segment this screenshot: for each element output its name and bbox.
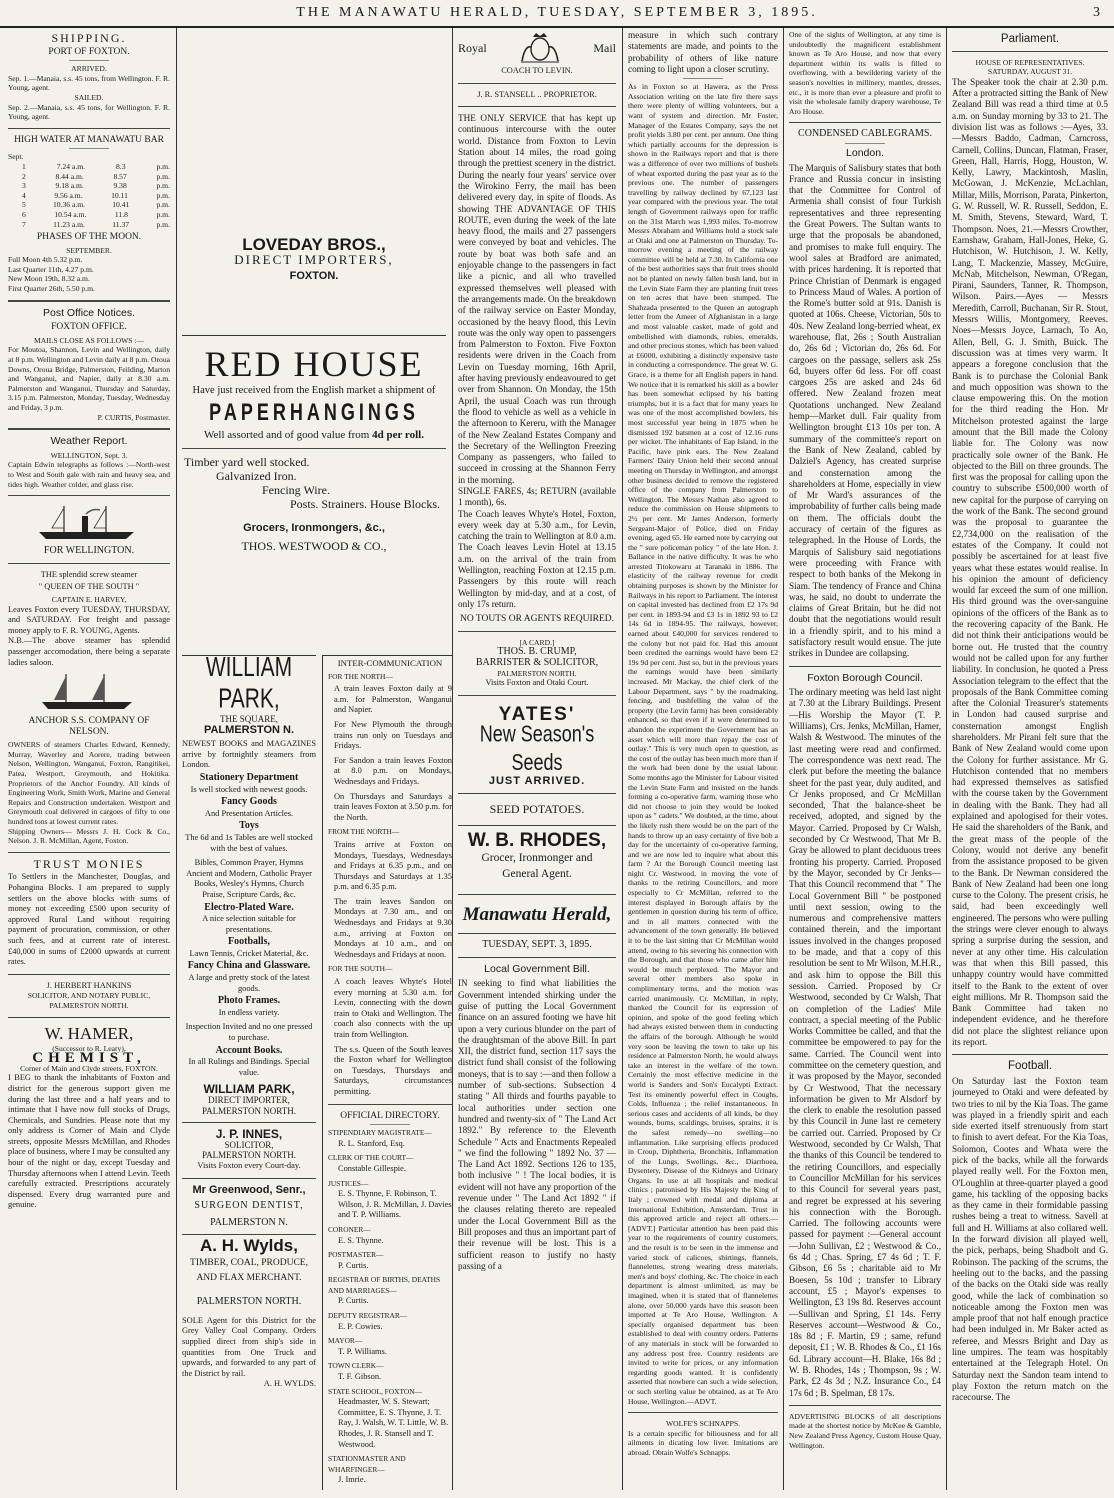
directory-entry [328,1454,452,1486]
anchor-company-text: OWNERS of steamers Charles Edward, Kennedy, Murray, Waverley and Aorere, trading between Nelson, Wellington, Wanganui, Foxton, Rangitikei, Patea, Westport, Greymouth, and Hokitika. Proprietors of the Anchor Foundry. All kinds of Engineering Work, Smith Work, Marine and General Repairs and Construction undertaken. Westport and Greymouth coal delivered in cargoes of fifty to one hundred tons at lowest current rates. [8,740,170,827]
parliament-text: The Speaker took the chair at 2.30 p.m. After a protracted sitting the Bank of New Zealand Bill was read a third time at 0.5 a.m. on Sunday morning by 33 to 21. The division list was as follows :—Ayes, 33.—Messrs Baddo, Cadman, Carncross, Carnell, Collins, Duncan, Flatman, Fraser, Green, Hall, Harris, Hogg, Houston, W. Kelly, Lawry, Mackintosh, Maslin, McGowan, J. McKenzie, McLachlan, Millar, Mills, Morrison, Parata, Pinkerton, G. W. Russell, W. R. Russell, Seddon, E. M. Smith, Stevens, Steward, Ward, T. Thompson. Noes, 21.—Messrs Crowther, Earnshaw, Graham, Hall-Jones, Heke, G. Hutchison, W. Hutchison, J. W. Kelly, Lang, T. Mackenzie, Massey, McGuire, McNab, Mitchelson, Newman, O'Regan, Pirani, Saunders, Tanner, R. Thompson, Wilson. Pairs.—Ayes — Messrs Meredith, Carroll, Buchanan, Sir R. Stout, Messrs Willis, Montgomery, Reeves. Noes—Messrs Joyce, Larnach, To Ao, Allen, Bell, G. J. Smith, Buick. The discussion was at times very warm. It appears a foregone conclusion that the Bank is to purchase the Colonial Bank and much opposition was shown to the clause empowering this. On the motion for the third reading the Hon. Mr Mitchelson protested against the large amount that the Bill made the Colony liable for. The Colony was now practically sole owner of the Bank. He objected to the Bill on three grounds. The first was the proposal for calling upon the country to subscribe £500,000 worth of new capital for the purpose of carrying on the work of the Bank. The second ground was the proposal to guarantee the £2,734,000 on the realisation of the estates of the Company. It could not possibly be ascertained for at least five years what these estates would realise. In his opinion the amount of deficiency would far exceed the sum of one million. His third ground was the over-sanguine opinions of the officers of the Bank as to the recovering capacity of the Bank. He did not think their anticipations would be borne out. He trusted that the country would not be called upon for any further liability. In conclusion, he quoted a Press Association telegram to the effect that the proposals of the Bank Committee coming after the Colonial Treasurer's statements in London had caused surprise and consternation amongst English shareholders. Mr Pirani felt sure that the Bank of New Zealand would come upon the Colony for further assistance. Mr G. Hutchison contended that no members had expressed themselves as satisfied with the course taken by the Government in dealing with the Bank. They had all explained and apologised for their votes. He said the shareholders of the Bank, and the great mass of the people of the Colony, would not derive any benefit from the assistance proposed to be given to the Bank. Dr Newman considered the Bank of New Zealand had been one long curse to the Colony. The present crisis, he said, had been exceedingly well engineered. The persons who were pulling the strings were clever enough to always spring a surprise during the session, and never at any other time. His calculation was that when this Bill passed, this unhappy country would have committed itself to the Bank to the extent of over eight millions. Mr R. Thompson said the Bank Committee had taken no independent evidence, and he therefore did not place the slightest reliance upon its report. [952,76,1108,1048]
north-label: FOR THE NORTH— [328,671,393,681]
tide-row [8,191,170,201]
parliament-date: SATURDAY, AUGUST 31. [987,67,1073,77]
official-directory-heading: OFFICIAL DIRECTORY. [340,1110,440,1121]
column-4 [628,30,778,1490]
divider [845,143,885,144]
divider [8,1017,170,1018]
tide-cell: 11.37 [112,219,130,229]
paperhangings-price: 4d per roll. [372,428,424,441]
inspection-text: Inspection Invited and no one pressed to purchase. [185,1022,313,1043]
park-square: THE SQUARE, [220,714,278,724]
column-rule [946,28,947,1490]
coach-subtitle: COACH TO LEVIN. [501,66,573,75]
masthead [0,0,1114,28]
tide-row [8,162,170,172]
divider [182,1234,316,1235]
photo-text: In endless variety. [218,1007,280,1017]
column-1 [8,30,170,1490]
tide-cell: p.m. [156,161,170,171]
for-wellington-heading: FOR WELLINGTON. [43,545,135,557]
tide-cell: 9.38 [113,181,127,191]
column-6 [952,30,1108,1490]
directory-entry [328,1225,452,1246]
tide-cell: 9.56 a.m. [54,190,83,200]
football-heading: Football. [1007,1060,1053,1073]
loveday-sub: DIRECT IMPORTERS, [234,251,394,267]
steamer-icon [34,502,144,542]
tide-cell: 6 [22,209,26,219]
council-heading: Foxton Borough Council. [807,671,923,684]
rhodes-name: W. B. RHODES, [467,829,607,851]
westwood-name: THOS. WESTWOOD & CO., [241,539,387,554]
directory-value: T. P. Williams. [338,1346,387,1356]
proprietor-line: J. R. STANSELL .. PROPRIETOR. [477,89,597,99]
directory-value: J. Imrie. [338,1475,366,1485]
potatoes-line: SEED POTATOES. [489,802,585,816]
moon-heading: PHASES OF THE MOON. [36,232,142,243]
house-label: HOUSE OF REPRESENTATIVES. [975,57,1085,67]
arrived-text: Sep. 1.—Manaia, s.s. 45 tons, from Wellington. F. R. Young, agent. [8,73,170,93]
divider [458,106,616,107]
park-town: PALMERSTON N. [203,723,295,736]
column-rule [176,28,177,1490]
wylds-town: PALMERSTON NORTH. [196,1296,302,1308]
council-text: The ordinary meeting was held last night at 7.30 at the Library Buildings. Present—His Worship the Mayor (T. P. Williams), Crs. Jenks, McMillan, Hamer, Walsh & Westwood. The minutes of the last meeting were read and confirmed. The correspondence was next read. The clerk put before the meeting the balance sheet for the past year, duly audited, and Cr Jenks proposed, and Cr McMillan seconded, That the balance-sheet be received, adopted, and signed by the Mayor. Carried. Proposed by Cr Walsh, seconded by Cr Westwood, That Mr B. Gray be allowed to plant deciduous trees fronting his property. Carried. Proposed by the Mayor, seconded by Cr Jenks—That this Council recommend that " The Local Government Bill " be postponed until next session, owing to the numerous and comprehensive matters contained therein, and the important issues involved in the changes proposed to be made, and that a copy of this resolution be sent to Mr Wilson, M.H.R., and ask him to oppose the Bill this session. Carried. Proposed by Cr Westwood, seconded by Cr Walsh, That on completion of the Ladies' Mile contract, a special meeting of the Public Works Committee be called, and that the committee be empowered to pay for the same. Carried. The Council went into committee on the cemetery question, and it was proposed by the Mayor, seconded by Cr Westwood, That the necessary information be given to Mr Alsdorf by the clerk to enable the resolution passed by this Council in June last re cemetery be carried out. Carried. Proposed by Cr Westwood, seconded by Cr Walsh, That the thanks of this Council be tendered to the retiring Councillors, and especially to Councillor McMillan for his services to this Council for several years past, and regret be expressed at his severing his connection with the Borough. Carried. The following accounts were passed for payment :—General account—John Sullivan, £2 ; Westwood & Co., 6s 4d ; Chas. Spring, £7 4s 6d ; T. F. Gibson, £6 5s ; charitable aid to Mr Boesen, 5s 10d ; transfer to Library account, £5 ; Mayor's expenses to Wellington, £3 19s 8d. Reserves account—Sullivan and Spring, £1 14s. Ferry Reserves account—Westwood & Co., 18s 8d ; F. Martin, £9 ; same, refund deposit, £1 ; W. B. Rhodes & Co., £1 16s 6d. Library account—H. Blake, 16s 8d ; W. B. Rhodes, 14s ; Thompson, 9s ; W. Park, £2 4s 3d ; N.Z. Insurance Co., £4 17s 6d ; B. Spelman, £8 17s. [789,687,941,1398]
sailed-label: SAILED. [74,92,104,102]
trust-monies-heading: TRUST MONIES [33,856,145,871]
tide-cell: 11.8 [114,209,128,219]
tide-cell: 7 [22,219,26,229]
local-government-text: IN seeking to find what liabilities the Government intended shirking under the guise of putting the Local Government finance on an assured footing we have hit upon a very curious blunder on the part of the draughtsman of the above Bill. In part XII, the district fund, section 117 says the district fund shall consist of the following moneys, that is to say :—and then follow a number of sub-sections. Subsection 4 stating " All thirds and fourths payable to local authorities under section one hundred and twenty-six of " The Land Act 1892." By reference to the Eleventh Schedule " Acts and Enactments Repealed " we find the following " 1892 No. 37 —The Land Act 1892. Sections 126 to 135, both inclusive " ! The local bodies, it is evident will not have any proportion of the revenue under " The Land Act 1892 " if the clauses relating thereto are repealed under the Local Government Bill as the Bill proposes and thus an important part of their revenue will be lost. This is a sufficient reason to justify no hasty passing of a [458,978,616,1271]
tide-cell: 10.11 [111,190,128,200]
directory-label: DEPUTY REGISTRAR— [328,1311,408,1321]
tide-cell: p.m. [156,181,170,191]
post-office-text: For Moutoa, Shannon, Levin and Wellington, daily at 8 p.m. Wellington and Levin daily at 8 p.m. Oroua Downs, Oroua Bridge, Palmerston, Feilding, Marton and Wanganui, and Napier, daily at 8.30 a.m. Palmerston and Wanganui, Thursday and Saturday, 3.15 p.m. Palmerston, Monday, Tuesday, Wednesday and Friday, 3 p.m. [8,345,170,412]
divider [952,51,1108,52]
moon-phase: New Moon 19th, 8.32 a.m. [8,274,90,284]
moon-list [8,255,170,293]
account-text: In all Rulings and Bindings. Special value. [188,1057,310,1077]
hamer-address: Corner of Main and Clyde streets, FOXTON. [20,1063,158,1073]
tide-cell: 2 [22,171,26,181]
footballs-title: Footballs, [228,936,270,948]
fancy-title: Fancy Goods [221,796,277,808]
directory-entry [328,1361,452,1382]
transport-item: A coach leaves Whyte's Hotel every morning at 5.30 a.m. for Levin, connecting with the down train to Otaki and Wellington. The coach also connects with the up train from Wellington. [334,977,452,1039]
inter-communication [322,655,452,1490]
card-label: [A CARD.] [519,637,555,647]
galvanized-line: Galvanized Iron. [216,468,297,483]
steamer-intro: THE splendid screw steamer [40,569,138,579]
port-label: PORT OF FOXTON. [48,46,130,57]
footballs-text: Lawn Tennis, Cricket Material, &c. [189,948,309,958]
tide-row [8,220,170,230]
wylds-sub: TIMBER, COAL, PRODUCE, [190,1257,308,1268]
wylds-sub2: AND FLAX MERCHANT. [196,1272,302,1283]
divider [789,666,941,667]
moon-month: SEPTEMBER. [66,245,112,255]
moon-phase: Last Quarter 11th, 4.27 p.m. [8,264,94,274]
tide-cell: p.m. [156,219,170,229]
wylds-name: A. H. Wylds, [200,1236,298,1256]
captain-name: CAPTAIN E. HARVEY, [51,594,127,604]
divider [458,793,616,794]
advertising-blocks: ADVERTISING BLOCKS of all descriptions made at the shortest notice by McKee & Gamble, New Zealand Press Agency, Custom House Quay, Wellington. [789,1411,941,1450]
from-north-list [328,840,452,961]
seeds-title: New Season's Seeds [479,721,595,776]
red-house-ad [182,335,446,651]
football-text: On Saturday last the Foxton team journeyed to Otaki and were defeated by two tries to nil by the Kia Toas. The game was played in a friendly spirit and each side exerted itself strenuously from start to finish to avert defeat. For the Kia Toas, Solomon, Cootes and Whata were the pick of the backs, while all the forwards played really well. For the Foxton men, O'Loughlin at three-quarter played a good game, his tackling of the opposing backs as they came in their formidable passing rushes being a treat to witness. Savell at full and H. Williams at also collared well. In the forward division all played well, the pick, perhaps, being Shadbolt and G. Robinson. The packing of the scrums, the heeling out to the backs, and the passing of the backs on the Otaki side was really good, while the lack of combination so noticeable among the Foxton men was ample proof that not half enough practice had been indulged in. Mr Baker acted as referee, and Messrs Bright and Day as line umpires. The team was hospitably entertained at the Telegraph Hotel. On Saturday next the Sandon team intend to play Foxton the return match on the racecourse. The [952,1075,1108,1403]
directory-entry [328,1275,452,1307]
greenwood-town: PALMERSTON N. [210,1216,288,1228]
directory-value: R. L. Stanford, Esq. [338,1138,405,1148]
tide-cell: 3 [22,181,26,191]
crump-sub: BARRISTER & SOLICITOR, [475,657,599,669]
divider [458,631,616,632]
wylds-text: SOLE Agent for this District for the Grey Valley Coal Company. Orders supplied direct from ship's side in quantities from One Truck and upwards, and forwarded to any part of the District by rail. [182,1315,316,1378]
park2-name: WILLIAM PARK, [203,1082,295,1097]
divider [458,957,616,958]
divider [683,78,723,79]
mails-close: MAILS CLOSE AS FOLLOWS :— [33,335,145,345]
directory-label: REGISTRAR OF BIRTHS, DEATHS AND MARRIAGES— [328,1275,441,1295]
column-rule [452,28,453,1490]
directory-entry [328,1128,452,1149]
loveday-name: LOVEDAY BROS., [242,235,386,254]
rhodes-sub: Grocer, Ironmonger and General Agent. [481,852,593,881]
divider [789,122,941,123]
park-news: NEWEST BOOKS and MAGAZINES arrive by fortnightly steamers from London. [182,739,316,770]
divider [69,148,109,149]
divider [182,448,446,449]
toys-text: The 6d and 1s Tables are well stocked with the best of values. [185,832,313,853]
from-north-label: FROM THE NORTH— [328,827,400,837]
paperhangings-line [182,428,446,442]
directory-value: E. P. Cowies. [338,1321,383,1331]
park2-town: PALMERSTON NORTH. [202,1105,296,1116]
steamer-text: Leaves Foxton every TUESDAY, THURSDAY, and SATURDAY. For freight and passage money apply to F. R. YOUNG, Agents. [8,604,170,635]
tide-cell: 4 [22,190,26,200]
wylds-sign: A. H. WYLDS. [263,1379,316,1389]
local-notes-text: As in Foxton so at Hawera, as the Press Association writing on the late fire there says there were plenty of willing volunteers, but a want of system and direction. Mr Foster, Manager of the Estates Company, says the net profit yields 3.80 per cent. per annum. One thing which partially accounts for the depression is shown in the Railways report and that is there was a difference of over two millions of bushels of wheat exported during the past year as to the previous one. The number of passengers travelling by railway declined by 67,123 last year compared with the previous year. The total length of Government railways open for traffic on the 31st March was 1,993 miles. To-morrow Messrs Abraham and Williams hold a stock sale at Otaki and one at Palmerston on Thursday. To-morrow evening a meeting of the railway committee will be held at 7.30. In California one of the best authorities says that fruit trees should not be planted on newly fallen bush land, but in the Levin State Farm they are planting fruit trees on ten acres that have been stumped. The Shahzada presented to the Queen an autograph letter from the Ameer of Afghanistan in a large and most valuable casket, made of gold and embellished with diamonds, rubies, emeralds, and other precious stones, which has been valued at £6000, exhibiting a distinctly expensive taste in conducting a correspondence. The great W. G. Grace, is a theme for all English papers in hand. We notice that it is remarked his skill as a bowler has been somewhat eclipsed by his batting triumphs, but it is a fact that for many years he was one of the most accomplished bowlers, his most successful year being in 1875 when he dismissed 192 batsmen at a cost of 12.16 runs per wicket. The inhabitants of Eap Island, in the Pacific, have pink ears. The New Zealand Farmers' Dairy Union held their second annual meeting on Thursday in Wellington, and amongst other business decided to remove the registered office of the company from Palmerston to Wellington. The Messrs Nathan also agreed to reduce the commission on House shipments to 2½ per cent. Mr James Anderson, formerly Sergeant-Major of Police, died on Friday evening, aged 65. He earned note by carrying out the " sure policeman policy " of the late Hon. J. Ballance in the native difficulty. It was he who arrested Titokowaru at Taranaki in 1886. The elasticity of the railway revenue for credit obtaining purposes is shown by the Minister for Railways in his report to Parliament. The interest on capital invested has declined from £2 17s 9d per cent. in 1893-94 and £3 1s in 1892 93 to £2 14s 6d in 1894-95. The railways, however, earned about £40,000 for services rendered to the colony but not paid for. Had this amount been credited the earnings would have been £2 19s 9d per cent. Just so, but in the previous years the earnings would have been similarly increased. Mr Mackay, the chief clerk of the Labour Department, says " by the roadmaking, fencing, and bushfelling the value of the property (the Levin farm) has been considerably enhanced, so that even if it were determined to abandon the experiment the Government has an asset which will more than repay the cost of outlay." This is very much open to question, as the cost of the outlay has been much more than if the work had been done by the usual labour. Some months ago the Minister for Labour visited the Levin State Farm and insisted on the hands forming a co-operative farm, warning those who did not choose to join they would be looked upon as " cadets." We doubted, at the time, about the likely rush there would be on the part of the hands to throw up an easy certainty of five bob a day for the uncertainty of co-operative farming, and we are now led to inquire what about this farm ? At the Borough Council meeting last night Cr. Westwood, in moving the vote of thanks to the retiring Councillors, and more especially to Cr McMillan, referred to the interest displayed in Borough affairs by the gentlemen in question during his term of office, and in all matters connected with the advancement of the town generally. He believed it to be the last sitting that Cr McMillan would attend, owing to his severing his connection with the Borough, and that those who came after him would be much perplexed. The Mayor and several other members also spoke in complimentary terms, and the motion was carried unanimously. Cr. McMillan, in reply, thanked the Council for its expression of opinion, and spoke of the good feeling which had always existed between them in conducting the affairs of the borough. Although he would very soon be leaving the town to take up his residence at Palmerston North, he would always take an interest in the welfare of the town. Certainly the most effective medicine in the world is Sanders and Son's Eucalypti Extract. Test its eminently powerful effect in Coughs, Colds, Influenza ; the relief instantaneous. In serious cases and accidents of all kinds, be they wounds, burns, scaldings, bruises, sprains, it is the safest remedy—no swelling—no inflammation. Like surprising effects produced in Croup, Diphtheria, Bronchitis, Inflammation of the Lungs, Swellings, &c., Diarrhoea, Dysentery, Disease of the Kidneys and Urinary Organs. In use at all hospitals and medical clinics ; patronised by His Majesty the King of Italy ; crowned with medal and diploma at International Exhibition, Amsterdam. Trust in this approved article and reject all others.—[ADVT.] Particular attention has been paid this year to the requirements of country customers, and the result is to be seen in the immense and varied stock of calicoes, shirtings, flannels, flannelettes, strong wearing dress materials, men's and boys' clothing, &c. The choice in each department is almost unlimited, as may be imagined, when it is stated that of flannelettes alone, over 50,000 yards have this season been imported at Te Aro House, Wellington. A specially organised department has been established to deal with country orders. Patterns of any materials in stock will be forwarded to any address post free. Country residents are invited to write for prices, or any information regarding goods wanted. It is confidently asserted that nowhere can such a wide selection, or such sterling value be obtained, as at Te Aro House, Wellington.—ADVT. [628,82,778,1406]
transport-item: For Sandon a train leaves Foxton at 8.0 p.m. on Mondays, Wednesdays and Fridays. [334,755,452,786]
divider [458,83,616,84]
innes-town: PALMERSTON NORTH. [202,1150,296,1161]
crump-name: THOS. B. CRUMP, [497,646,577,658]
transport-item: The s.s. Queen of the South leaves the Foxton wharf for Wellington on Tuesdays, Thursdays and Saturdays, circumstances permitting. [334,1044,452,1096]
tide-cell: 8.44 a.m. [55,171,84,181]
royal-label: Royal [458,40,487,55]
anchor-company-owners: Shipping Owners— Messrs J. H. Cock & Co., Nelson. J. R. McMillan, Agent, Foxton. [8,826,170,846]
bibles-text: Bibles, Common Prayer, Hymns Ancient and Modern, Catholic Prayer Books, Wesley's Hymns, Church Praise, Scripture Cards, &c. [186,858,312,899]
directory-value: P. Curtis. [338,1260,369,1270]
divider [370,1124,410,1125]
royal-crest-icon [517,31,563,65]
cablegrams-text: The Marquis of Salisbury states that both France and Russia concur in insisting that the Committee for Control of Armenia shall consist of four Turkish representatives and three representing the Great Powers. The Sultan wants to urge that the proposals be abandoned, and promises to make full enquiry. The wool sales at Bradford are animated, with prices hardening. It is reported that Prince Christian of Denmark is engaged to Princess Maud of Wales. A portion of the Rome's butter sold at 91s. Danish is quoted at 106s. Cheese, Victorian, 50s to 40s. New Zealand long-berried wheat, ex warehouse, flat, 26s ; South Australian do, 26s 6d ; Victorian do, 26s 6d. For cargoes on the passage, sellers ask 25s 6d, buyers offer 6d less. For off coast cargoes 25s are asked and 24s 6d offered. New Zealand frozen meat Quotations unchanged. New Zealand hemp—Market dull. Fair quality from Wellington brought £13 10s per ton. A summary of the committee's report on the Bank of New Zealand, cabled by Dalziel's Agency, has created surprise and consternation among the shareholders at Home, especially in view of Mr Ward's assurances of the improbability of further calls being made on them. The officials doubt the accuracy of certain of the figures as telegraphed. In the House of Lords, the Marquis of Salisbury said negotiations were proceeding with France with respect to both banks of the Mekong in Siam. The tendency of France and China was, he said, no doubt to underrate the claims of Great Britain, but he did not doubt that the negotiations would result in a friendly spirit, and to his mind a satisfactory result would ensue. The jute strikes in Dundee are collapsing. [789,162,941,659]
hamer-name: W. HAMER, [44,1023,134,1043]
park-name: WILLIAM PARK, [205,655,293,714]
transport-item: The train leaves Sandon on Mondays at 7.30 am., and on Wednesdays and Fridays at 9.30 a.m., arriving at Foxton on Mondays at 10 a.m., and on Wednesdays and Fridays at noon. [334,896,452,959]
timber-line: Timber yard well stocked. [184,454,310,469]
divider [182,1122,316,1123]
greenwood-sub: SURGEON DENTIST, [194,1200,304,1212]
tide-row [8,172,170,182]
local-government-heading: Local Government Bill. [484,962,590,975]
tide-cell: 10.41 [112,200,130,210]
tide-cell: 11.23 a.m. [53,219,85,229]
directory-label: TOWN CLERK— [328,1361,384,1371]
fares-line: SINGLE FARES, 4s; RETURN (available 1 month), 6s. [458,485,616,508]
steamer-name: " QUEEN OF THE SOUTH " [38,582,140,592]
divider [952,1054,1108,1055]
column-3 [458,30,616,1490]
postmaster-sign: P. CURTIS, Postmaster. [97,412,170,422]
moon-phase: First Quarter 26th, 5.50 p.m. [8,284,95,294]
loveday-town: FOXTON. [289,270,339,283]
directory-entry [328,1153,452,1174]
divider [8,495,170,496]
hamer-text: I BEG to thank the inhabitants of Foxton and district for the generous support given me during the last three and a half years and to intimate that I have now full stocks of Drugs, Chemicals, and Sundries. Please note that my only address is Corner of Main and Clyde streets, opposite Messrs McMillan, and Rhodes place of business, where I may be consulted any hour of the night or day, except Tuesday and Thursday afternoons when I attend Levin. Teeth carefully extracted. Prescriptions accurately dispensed. Every drug warranted pure and genuine. [8,1073,170,1210]
steamer-note: N.B.—The above steamer has splendid passenger accomodation, there being a separate ladies saloon. [8,636,170,667]
steamer-icon [34,672,144,712]
divider [182,1178,316,1179]
innes-sub: SOLICITOR, [224,1139,274,1150]
tide-cell: 8.57 [113,171,127,181]
divider [789,1405,941,1406]
tide-cell: 10.54 a.m. [54,209,87,219]
park2-sub: DIRECT IMPORTER, [208,1095,290,1105]
directory-label: MAYOR— [328,1336,363,1346]
transport-item: On Thursdays and Saturdays a train leaves Foxton at 3.50 p.m. for the North. [334,791,452,822]
fancy-sub: And Presentation Articles. [204,808,294,818]
tide-month: Sept. [8,152,24,162]
greenwood-name: Mr Greenwood, Senr., [192,1183,306,1196]
posts-line: Posts. Strainers. House Blocks. [290,496,440,511]
high-water-heading: HIGH WATER AT MANAWATU BAR [14,134,164,145]
arrived-label: ARRIVED. [71,64,107,74]
hankins-sub: SOLICITOR, AND NOTARY PUBLIC, PALMERSTON NORTH. [27,991,151,1010]
south-label: FOR THE SOUTH— [328,964,393,974]
tide-row [8,200,170,210]
directory-value: P. Curtis. [338,1296,369,1306]
london-heading: London. [846,146,884,159]
royal-mail-header [458,30,616,66]
tide-cell: 7.24 a.m. [56,161,86,171]
stationery-text: Is well stocked with newest goods. [190,784,308,794]
divider [628,1412,778,1413]
william-park-ad [182,655,316,1490]
directory-label: JUSTICES— [328,1178,369,1188]
directory-entry [328,1387,452,1451]
divider [8,974,170,975]
tide-cell: p.m. [156,200,170,210]
directory-value: Headmaster, W. S. Stewart; Committee, E. S. Thynne, J. T. Ray, J. Walsh, W. T. Little, W. B. Rhodes, J. R. Stansell and T. Westwood. [338,1397,449,1449]
divider [8,300,170,302]
tide-cell: 9.18 a.m. [55,181,84,191]
tide-cell: 5 [22,200,26,210]
lg-continued: measure in which such contrary statements are made, and points to the probability of others of like nature coming to light upon a closer scrutiny. [628,30,778,74]
photo-title: Photo Frames. [217,995,281,1007]
te-aro-text: One of the sights of Wellington, at any time is undoubtedly the magnificent establishment known as Te Aro House, and now that every department within its walls is filled to overflowing, with a bewildering variety of the season's novelties in millinery, mantles, dresses, etc., it is more than ever a pleasure and profit to visit the wholesale family drapery warehouse, Te Aro House. [789,30,941,116]
stationery-title: Stationery Department [199,771,299,783]
south-list [328,977,452,1098]
tide-cell: p.m. [156,190,170,200]
divider [8,428,170,430]
directory-value: E. S. Thynne. [338,1235,384,1245]
red-house-line: Have just received from the English market a shipment of [192,385,436,396]
toys-title: Toys [239,820,259,832]
divider [8,128,170,129]
paperhangings-sub: Well assorted and of good value from [204,428,370,441]
mail-label: Mail [593,40,616,55]
yates-title: YATES' [498,703,576,725]
grocers-line: Grocers, Ironmongers, &c., [243,521,385,534]
electro-title: Electro-Plated Ware. [204,901,294,913]
shipping-heading: SHIPPING. [51,31,127,45]
column-rule [622,28,623,1490]
divider [69,60,109,61]
paperhangings-title: PAPERHANGINGS [209,398,419,426]
tide-cell: p.m. [156,209,170,219]
tide-cell: 10.36 a.m. [52,200,86,210]
hamer-sub: (Successor to R. Leary), [52,1043,126,1053]
china-text: A large and pretty stock of the latest goods. [188,973,310,993]
coach-text: THE ONLY SERVICE that has kept up continuous intercourse with the outer world. Distance from Foxton to Levin Station about 14 miles, the road going through the prettiest scenery in the district. During the nearly four years' service over the Wirokino Ferry, the mail has been delivered every day, in spite of floods. As showing THE ADVANTAGE OF THIS ROUTE, even during the week of the late heavy flood, the mails and 27 passengers were conveyed by boat and vehicles. The route by boat was both safe and an enjoyable change to the passengers in fact like a picnic, and all who travelled expressed themselves well pleased with the arrangements made. On the breakdown of the railway service on Easter Monday, occasioned by the heavy flood, this Levin route was the only way open to passengers from Palmerston to Foxton. Five Foxton residents were driven in the Coach from Levin on Tuesday morning, 16th April, after having previously endeavoured to get over from Shannon. On Monday, the 15th April, the usual Coach was run through the flood to vehicle as well as a vehicle in the afternoon to Kereru, with the Manager of the New Zealand Estates Company and the Secretary of the Wellington Freezing Company as passengers, who failed to succeed in crossing at the Shannon Ferry in the morning. [458,113,616,485]
divider [458,695,616,696]
directory-value: Constable Gillespie. [338,1163,406,1173]
weather-text: Captain Edwin telegraphs as follows :—North-west to West and South gale with rain and heavy sea, and tides high. Weather colder, and glass rise. [8,460,170,489]
directory-label: POSTMASTER— [328,1250,384,1260]
hankins-name: J. HERBERT HANKINS [46,980,132,990]
divider [8,852,170,853]
account-title: Account Books. [215,1044,283,1056]
directory-list [328,1128,452,1486]
directory-label: STATE SCHOOL, FOXTON— [328,1386,422,1396]
post-office-heading: Post Office Notices. [42,306,135,319]
directory-label: CLERK OF THE COURT— [328,1153,414,1163]
cablegrams-heading: CONDENSED CABLEGRAMS. [798,128,932,140]
directory-entry [328,1250,452,1271]
divider [458,894,616,895]
electro-text: A nice selection suitable for presentations. [202,914,296,934]
inter-heading: INTER-COMMUNICATION [337,658,443,668]
directory-label: STIPENDIARY MAGISTRATE— [328,1128,432,1138]
divider [458,933,616,934]
parliament-heading: Parliament. [1000,33,1060,45]
directory-label: CORONER— [328,1224,371,1234]
sailed-text: Sep. 2.—Manaia, s.s. 45 tons, for Wellington. F. R. Young, agent. [8,102,170,122]
divider [8,563,170,564]
schnapps-text: Is a certain specific for biliousness and for all ailments in dicating low liver. Imitations are abroad. Obtain Wolfe's Schnapps. [628,1428,778,1457]
chemist-title: CHEMIST, [32,1050,146,1067]
transport-item: For New Plymouth the through trains run only on Tuesdays and Fridays. [334,719,452,751]
directory-label: STATIONMASTER AND WHARFINGER— [328,1454,406,1474]
coach-leaves: The Coach leaves Whyte's Hotel, Foxton, every week day at 5.30 a.m., for Levin, catching the train to Wellington at 8.0 a.m. The Coach leaves Levin Hotel at 13.15 a.m. on the arrival of the train from Wellington, reaching Foxton at 12.15 p.m. Passengers by this route will reach Wellington by mid-day, and at a cost, of only 17s return. [458,508,616,609]
directory-value: T. F. Gibson. [338,1372,382,1382]
weather-heading: Weather Report. [50,435,128,448]
tide-cell: p.m. [156,171,170,181]
post-office-sub: FOXTON OFFICE. [51,322,127,333]
anchor-company-heading: ANCHOR S.S. COMPANY OF NELSON. [28,716,150,737]
moon-phase: Full Moon 4th 5.32 p.m. [8,255,83,265]
directory-entry [328,1179,452,1221]
transport-item: Trains arrive at Foxton on Mondays, Tuesdays, Wednesdays and Fridays at 6.35 p.m., and on Thursdays and Saturdays at 1.35 p.m. and 6.35 p.m. [334,839,452,892]
innes-name: J. P. INNES, [215,1127,283,1142]
schnapps-heading: WOLFE'S SCHNAPPS. [666,1419,740,1429]
crump-town: PALMERSTON NORTH. [497,668,577,678]
divider [458,825,616,826]
directory-entry [328,1336,452,1357]
directory-value: E. S. Thynne, F. Robinson, T. Wilson, J. R. McMillan, J. Davies and T. P. Williams. [338,1189,452,1220]
divider [328,1104,452,1105]
column-rule [783,28,784,1490]
tide-row [8,181,170,191]
paper-nameplate: Manawatu Herald, [462,904,612,926]
fencing-line: Fencing Wire. [262,482,330,497]
innes-visits: Visits Foxton every Court-day. [197,1160,301,1170]
transport-item: A train leaves Foxton daily at 9 a.m. for Palmerston, Wanganui and Napier. [334,684,452,715]
china-title: Fancy China and Glassware. [187,960,311,972]
tide-row [8,210,170,220]
weather-date: WELLINGTON, Sept. 3. [50,450,128,460]
page-number: 3 [1093,5,1100,20]
crump-visits: Visits Foxton and Otaki Court. [485,678,589,688]
touts-line: NO TOUTS OR AGENTS REQUIRED. [459,614,615,625]
masthead-title: THE MANAWATU HERALD, TUESDAY, SEPTEMBER 3, 1895. [296,5,818,20]
tide-cell: 1 [22,161,26,171]
column-5 [789,30,941,1490]
north-list [328,684,452,823]
tide-table [8,162,170,229]
red-house-title: RED HOUSE [204,344,424,384]
trust-monies-text: To Settlers in the Manchester, Douglas, and Pohangina Blocks. I am prepared to supply settlers on the above blocks with sums of money not exceeding £500 upon security of approved Rural Land without requiring payment of procuration, commission, or other such fees, and at current rate of interest. £40,000 in sums of £2000 upwards at current rates. [8,872,170,967]
tide-cell: 8.3 [116,161,126,171]
directory-entry [328,1311,452,1332]
arrived-line: JUST ARRIVED. [488,775,586,788]
paper-date: TUESDAY, SEPT. 3, 1895. [482,939,592,951]
